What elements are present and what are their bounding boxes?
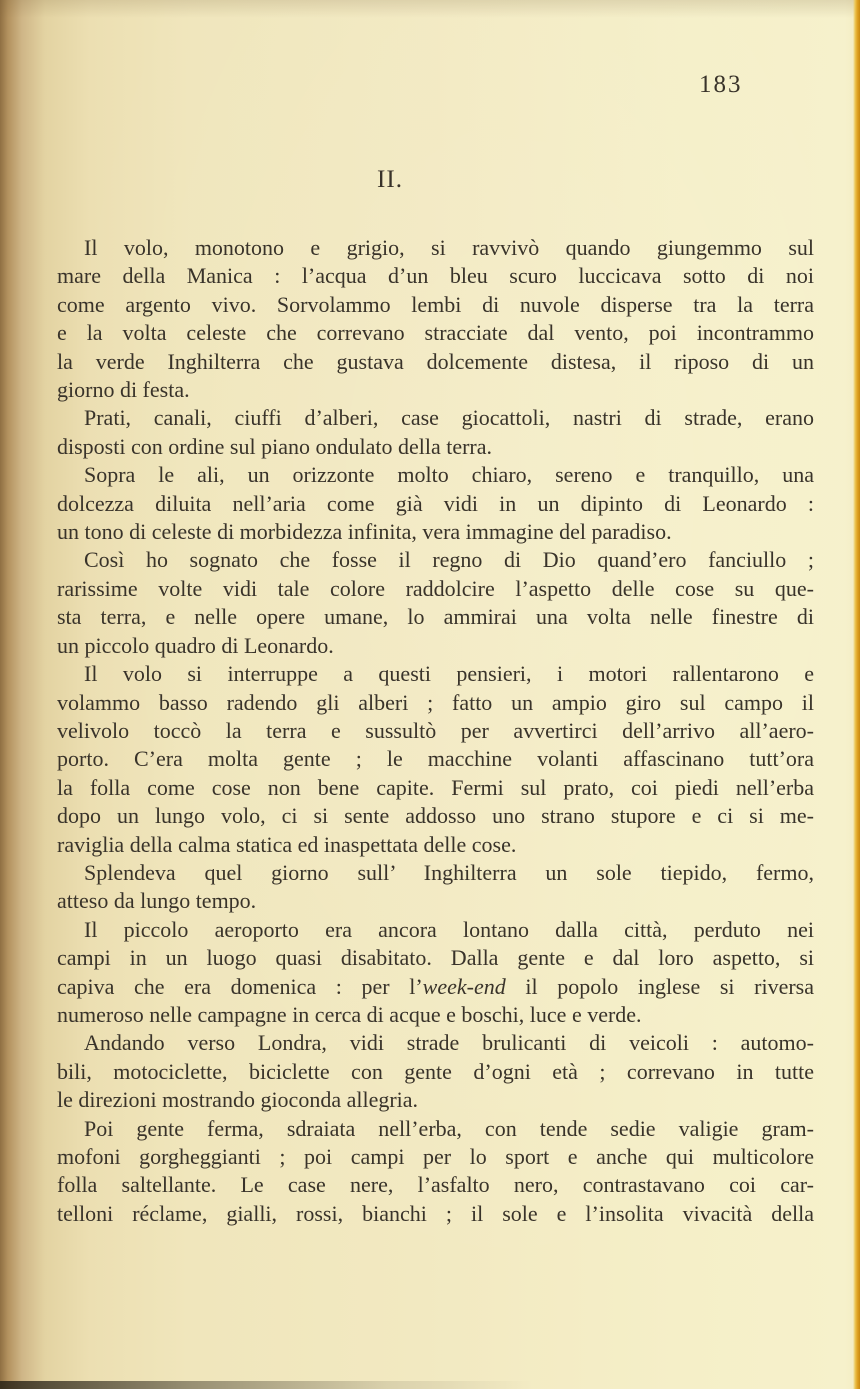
text-line: Sopra le ali, un orizzonte molto chiaro, sereno e tranquillo, una [84,462,814,488]
text-line: disposti con ordine sul piano ondulato della terra. [57,433,493,459]
text-line: dolcezza diluita nell’aria come già vidi in un dipinto di Leonardo : [57,490,814,516]
paragraph-5 [57,660,814,859]
text-line: giorno di festa. [57,377,190,403]
paragraph-2 [57,404,814,461]
text-line: bili, motociclette, biciclette con gente d’ogni età ; correvano in tutte [57,1058,814,1084]
text-line: campi in un luogo quasi disabitato. Dalla gente e dal loro aspetto, si [57,945,814,971]
paragraph-4 [57,546,814,660]
text-line: numeroso nelle campagne in cerca di acque e boschi, luce e verde. [57,1001,642,1027]
text-line: mofoni gorgheggianti ; poi campi per lo sport e anche qui multicolore [57,1144,814,1169]
text-line: Il volo, monotono e grigio, si ravvivò quando giungemmo sul [84,235,814,260]
paragraph-9 [57,1115,814,1229]
paragraph-1 [57,234,814,404]
text-line: Il piccolo aeroporto era ancora lontano dalla città, perduto nei [84,916,814,942]
text-segment: capiva che era domenica : per l’ [57,973,423,999]
text-line: e la volta celeste che correvano stracciate dal vento, poi incontrammo [57,320,814,346]
paragraph-6 [57,859,814,916]
text-line: Prati, canali, ciuffi d’alberi, case giocattoli, nastri di strade, erano [84,405,814,431]
text-line: un piccolo quadro di Leonardo. [57,632,334,658]
paragraph-3 [57,461,814,546]
text-line: porto. C’era molta gente ; le macchine volanti affascinano tutt’ora [57,746,814,772]
text-segment: il popolo inglese si riversa [505,973,815,999]
text-line: telloni réclame, gialli, rossi, bianchi ; il sole e l’insolita vivacità della [57,1200,814,1226]
text-line: velivolo toccò la terra e sussultò per avvertirci dell’arrivo all’aero- [57,717,814,743]
text-line: Il volo si interruppe a questi pensieri, i motori rallentarono e [84,661,814,687]
text-line: Poi gente ferma, sdraiata nell’erba, con tende sedie valigie gram- [84,1115,814,1141]
text-line: la folla come cose non bene capite. Fermi sul prato, coi piedi nell’erba [57,774,814,800]
text-line: Così ho sognato che fosse il regno di Dio quand’ero fanciullo ; [84,547,814,573]
text-line: mare della Manica : l’acqua d’un bleu scuro luccicava sotto di noi [57,263,814,289]
text-line: atteso da lungo tempo. [57,888,257,914]
text-line-with-italic [57,973,814,1001]
paragraph-7 [57,916,814,1030]
text-line: le direzioni mostrando gioconda allegria. [57,1087,419,1113]
text-line: Splendeva quel giorno sull’ Inghilterra un sole tiepido, fermo, [84,859,814,885]
text-line: volammo basso radendo gli alberi ; fatto un ampio giro sul campo il [57,689,814,715]
text-line: rarissime volte vidi tale colore raddolcire l’aspetto delle cose su que- [57,575,814,601]
section-heading: II. [377,166,403,193]
text-line: la verde Inghilterra che gustava dolcemente distesa, il riposo di un [57,348,814,374]
text-line: sta terra, e nelle opere umane, lo ammirai una volta nelle finestre di [57,604,814,630]
text-line: dopo un lungo volo, ci si sente addosso uno strano stupore e ci si me- [57,803,814,829]
text-line: Andando verso Londra, vidi strade brulicanti di veicoli : automo- [84,1030,814,1056]
text-line: raviglia della calma statica ed inaspettata delle cose. [57,831,517,857]
italic-term: week-end [422,973,506,999]
text-line: un tono di celeste di morbidezza infinita, vera immagine del paradiso. [57,519,672,545]
text-line: folla saltellante. Le case nere, l’asfalto nero, contrastavano coi car- [57,1172,814,1198]
text-line: come argento vivo. Sorvolammo lembi di nuvole disperse tra la terra [57,291,814,317]
body-text [57,234,814,1228]
page-number: 183 [699,71,743,98]
paragraph-8 [57,1029,814,1114]
